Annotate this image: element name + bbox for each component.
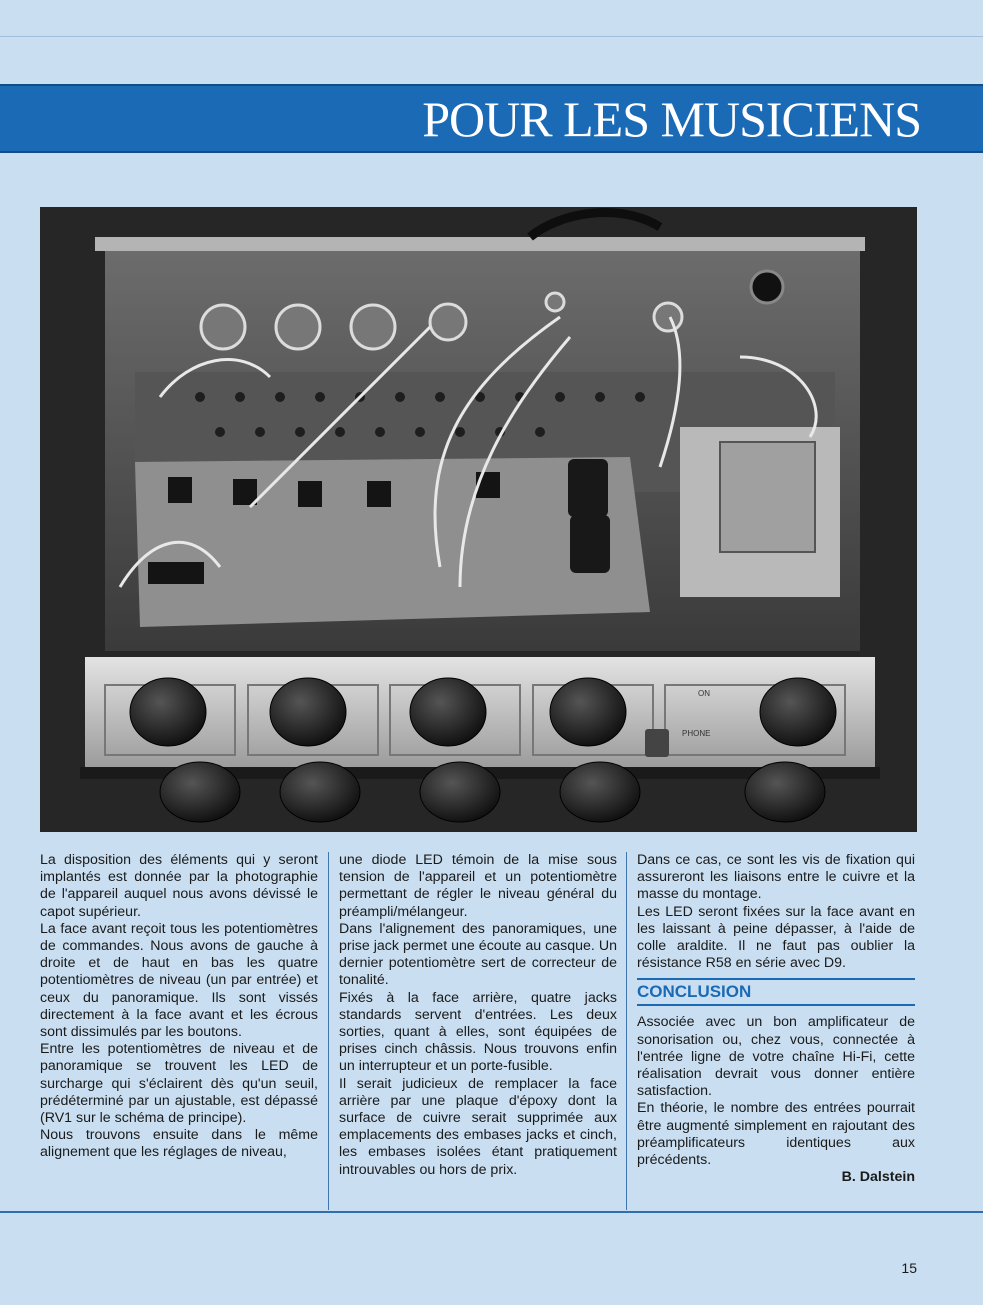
paragraph: La face avant reçoit tous les potentiomètres de commandes. Nous avons de gauche à droite et de haut en bas les quatre potentiomètres de niveau (un par entrée) et ceux du panoramique. Ils sont vissés directement à la face avant et les écrous sont dissimulés par les boutons. (40, 920, 318, 1041)
device-photo (40, 207, 917, 832)
column-divider (626, 852, 627, 1210)
paragraph: Entre les potentiomètres de niveau et de panoramique se trouvent les LED de surcharge qui s'éclairent dès qu'un seuil, prédéterminé par un ajustable, est dépassé (RV1 sur le schéma de principe). (40, 1041, 318, 1127)
author-signature: B. Dalstein (841, 1169, 915, 1186)
text-column-3 (637, 852, 915, 1186)
paragraph: Fixés à la face arrière, quatre jacks standards servent d'entrées. Les deux sorties, quant à elles, sont équipées de prises cinch châssis. Nous trouvons enfin un interrupteur et un porte-fusible. (339, 989, 617, 1075)
front-label-phone: PHONE (682, 729, 711, 738)
bottom-rule (0, 1211, 983, 1213)
paragraph: Dans ce cas, ce sont les vis de fixation qui assureront les liaisons entre le cuivre et la masse du montage. (637, 852, 915, 903)
paragraph: Il serait judicieux de remplacer la face arrière par une plaque d'époxy dont la surface de cuivre serait supprimée aux emplacements des embases jacks et cinch, les embases isolées étant pratiquement introuvables ou hors de prix. (339, 1075, 617, 1178)
top-rule (0, 36, 983, 37)
paragraph: Dans l'alignement des panoramiques, une prise jack permet une écoute au casque. Un dernier potentiomètre sert de correcteur de tonalité. (339, 920, 617, 989)
column-divider (328, 852, 329, 1210)
paragraph: Associée avec un bon amplificateur de sonorisation ou, chez vous, connectée à l'entrée ligne de votre chaîne Hi-Fi, cette réalisation devrait vous donner entière satisfaction. (637, 1014, 915, 1100)
page-title: POUR LES MUSICIENS (422, 91, 921, 147)
header-banner (0, 84, 983, 153)
page-number: 15 (901, 1260, 917, 1276)
section-heading: CONCLUSION (637, 978, 915, 1006)
text-column-2 (339, 852, 617, 1179)
paragraph: La disposition des éléments qui y seront implantés est donnée par la photographie de l'appareil auquel nous avons dévissé le capot supérieur. (40, 852, 318, 920)
paragraph: Nous trouvons ensuite dans le même alignement que les réglages de niveau, (40, 1127, 318, 1161)
front-label-on: ON (698, 689, 710, 698)
paragraph: En théorie, le nombre des entrées pourrait être augmenté simplement en rajoutant des préamplificateurs identiques aux précédents. (637, 1100, 915, 1169)
paragraph: une diode LED témoin de la mise sous tension de l'appareil et un potentiomètre permettant de régler le niveau général du préampli/mélangeur. (339, 852, 617, 920)
paragraph: Les LED seront fixées sur la face avant en les laissant à peine dépasser, à l'aide de colle araldite. Il ne faut pas oublier la résistance R58 en série avec D9. (637, 903, 915, 972)
text-column-1 (40, 852, 318, 1162)
